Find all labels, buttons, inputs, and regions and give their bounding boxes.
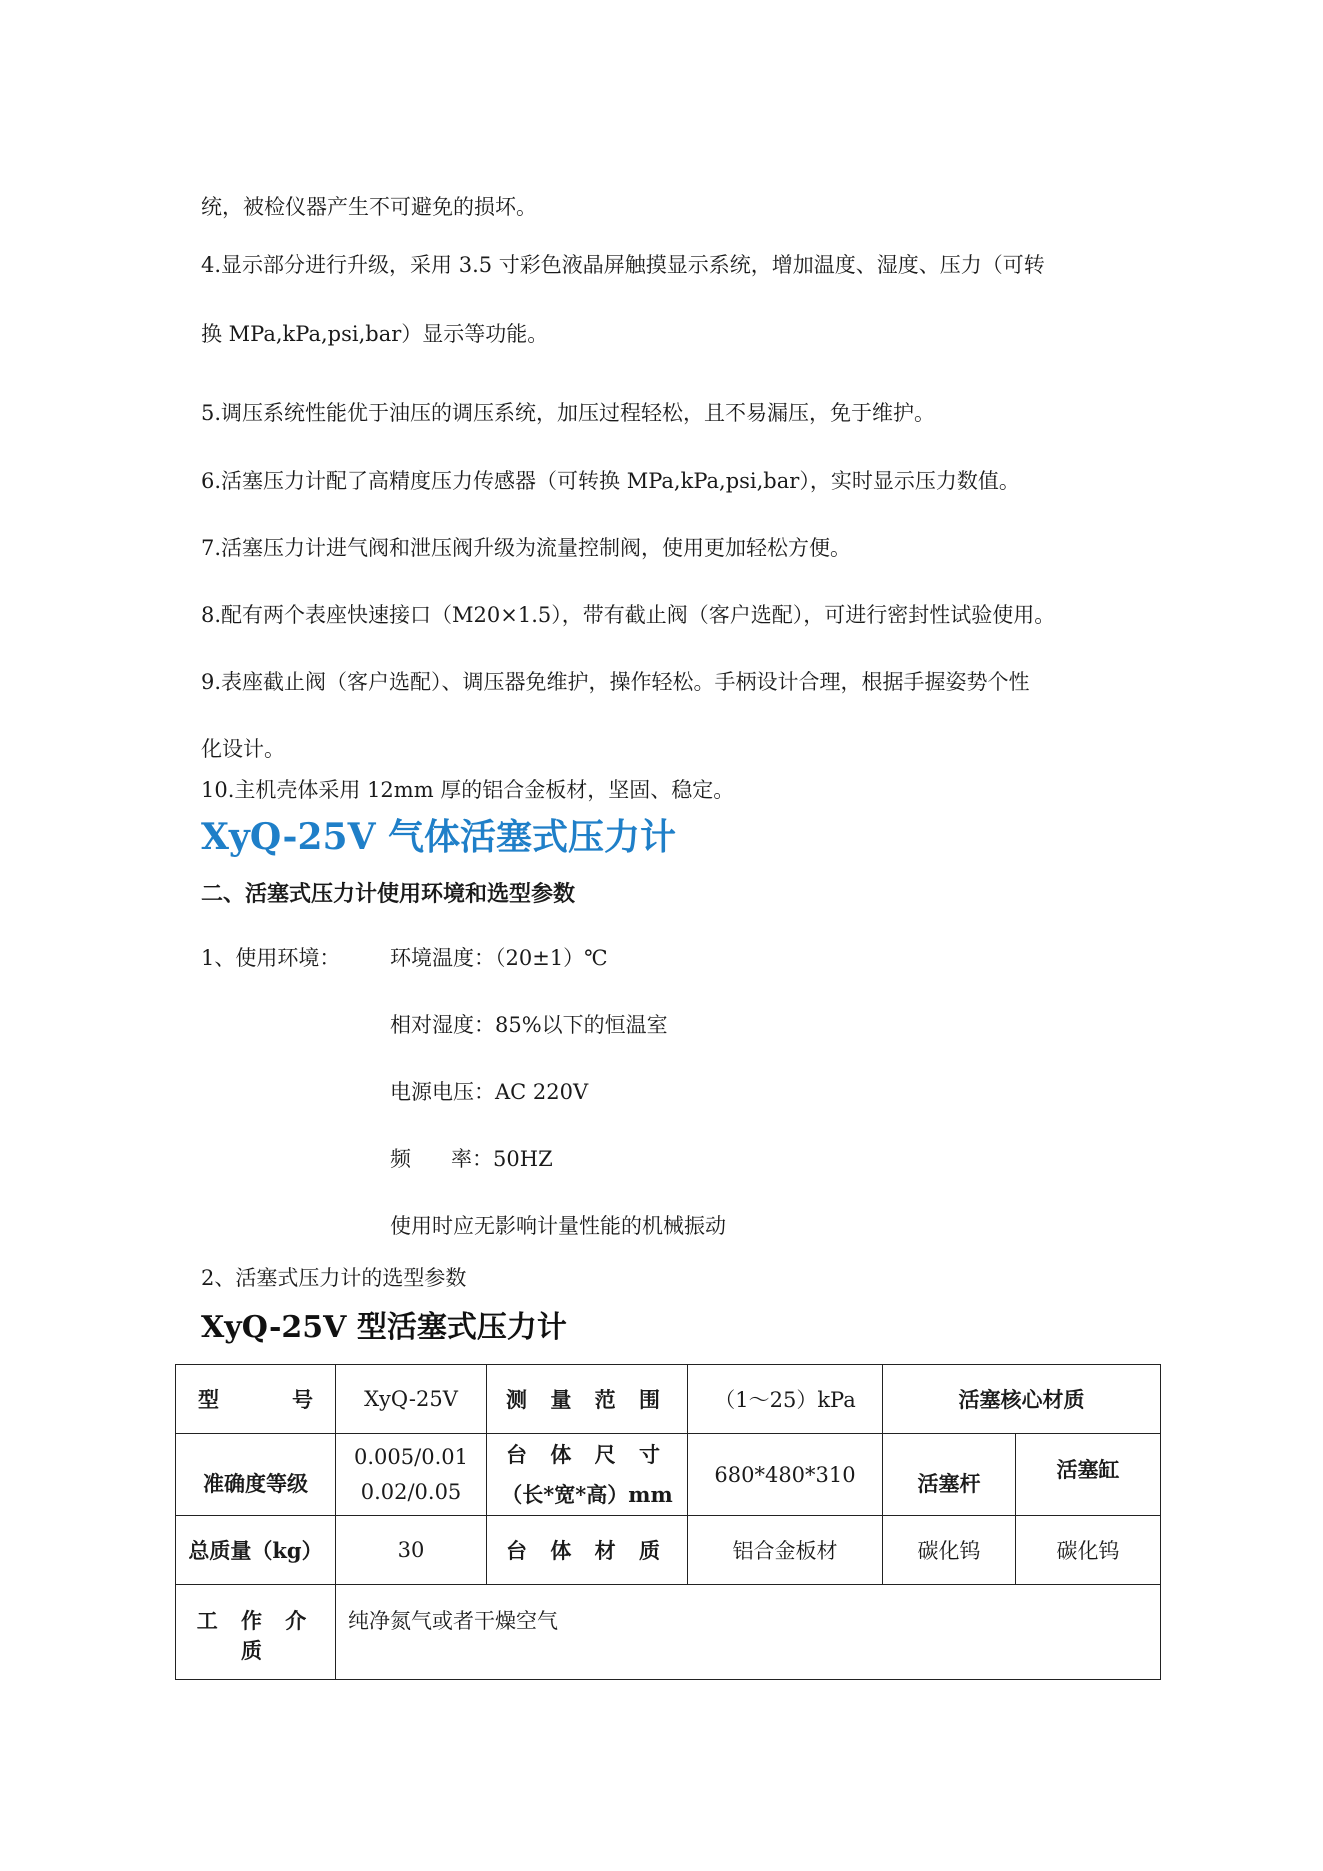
intro-line-7: 8.配有两个表座快速接口（M20×1.5），带有截止阀（客户选配），可进行密封性试验使用。 — [201, 603, 1056, 627]
spec-table — [175, 1364, 1161, 1680]
body-material-label: 台 体 材 质 — [487, 1516, 688, 1585]
range-value: （1～25）kPa — [688, 1365, 883, 1434]
env-temperature: 环境温度：（20±1）℃ — [390, 946, 608, 970]
medium-value: 纯净氮气或者干燥空气 — [336, 1585, 1161, 1680]
range-label: 测 量 范 围 — [487, 1365, 688, 1434]
intro-line-5: 6.活塞压力计配了高精度压力传感器（可转换 MPa,kPa,psi,bar），实时显示压力数值。 — [201, 469, 1020, 493]
intro-line-6: 7.活塞压力计进气阀和泄压阀升级为流量控制阀，使用更加轻松方便。 — [201, 536, 852, 560]
model-value: XyQ-25V — [336, 1365, 487, 1434]
rod-material: 碳化钨 — [883, 1516, 1016, 1585]
env-humidity: 相对湿度：85%以下的恒温室 — [390, 1013, 668, 1037]
mass-label: 总质量（kg） — [176, 1516, 336, 1585]
medium-label: 工 作 介 质 — [176, 1585, 336, 1680]
cylinder-label: 活塞缸 — [1016, 1434, 1161, 1516]
env-voltage: 电源电压：AC 220V — [390, 1080, 589, 1104]
product-title: XyQ-25V 气体活塞式压力计 — [201, 816, 677, 858]
intro-line-8: 9.表座截止阀（客户选配）、调压器免维护，操作轻松。手柄设计合理，根据手握姿势个性 — [201, 670, 1030, 694]
env-frequency: 频 率：50HZ — [390, 1147, 553, 1171]
cylinder-material: 碳化钨 — [1016, 1516, 1161, 1585]
accuracy-line-2: 0.02/0.05 — [360, 1479, 462, 1504]
size-label — [487, 1434, 688, 1516]
accuracy-label: 准确度等级 — [176, 1434, 336, 1516]
size-value: 680*480*310 — [688, 1434, 883, 1516]
size-label-line-1: 台 体 尺 寸 — [506, 1441, 668, 1467]
accuracy-value — [336, 1434, 487, 1516]
table-title: XyQ-25V 型活塞式压力计 — [201, 1310, 567, 1345]
intro-line-3: 换 MPa,kPa,psi,bar）显示等功能。 — [201, 322, 549, 346]
intro-line-4: 5.调压系统性能优于油压的调压系统，加压过程轻松，且不易漏压，免于维护。 — [201, 401, 936, 425]
section2-heading: 二、活塞式压力计使用环境和选型参数 — [201, 881, 576, 907]
core-material-label: 活塞核心材质 — [883, 1365, 1161, 1434]
size-label-line-2: （长*宽*高）mm — [501, 1481, 673, 1507]
intro-line-1: 统，被检仪器产生不可避免的损坏。 — [201, 195, 537, 219]
rod-label: 活塞杆 — [883, 1434, 1016, 1516]
accuracy-line-1: 0.005/0.01 — [354, 1444, 468, 1469]
env-vibration: 使用时应无影响计量性能的机械振动 — [390, 1214, 726, 1238]
body-material-value: 铝合金板材 — [688, 1516, 883, 1585]
environment-label: 1、使用环境： — [201, 946, 341, 970]
intro-line-9: 化设计。 — [201, 737, 285, 761]
mass-value: 30 — [336, 1516, 487, 1585]
model-label: 型 号 — [176, 1365, 336, 1434]
selection-heading: 2、活塞式压力计的选型参数 — [201, 1266, 467, 1290]
intro-line-10: 10.主机壳体采用 12mm 厚的铝合金板材，坚固、稳定。 — [201, 778, 735, 802]
intro-line-2: 4.显示部分进行升级，采用 3.5 寸彩色液晶屏触摸显示系统，增加温度、湿度、压力（可转 — [201, 253, 1045, 277]
